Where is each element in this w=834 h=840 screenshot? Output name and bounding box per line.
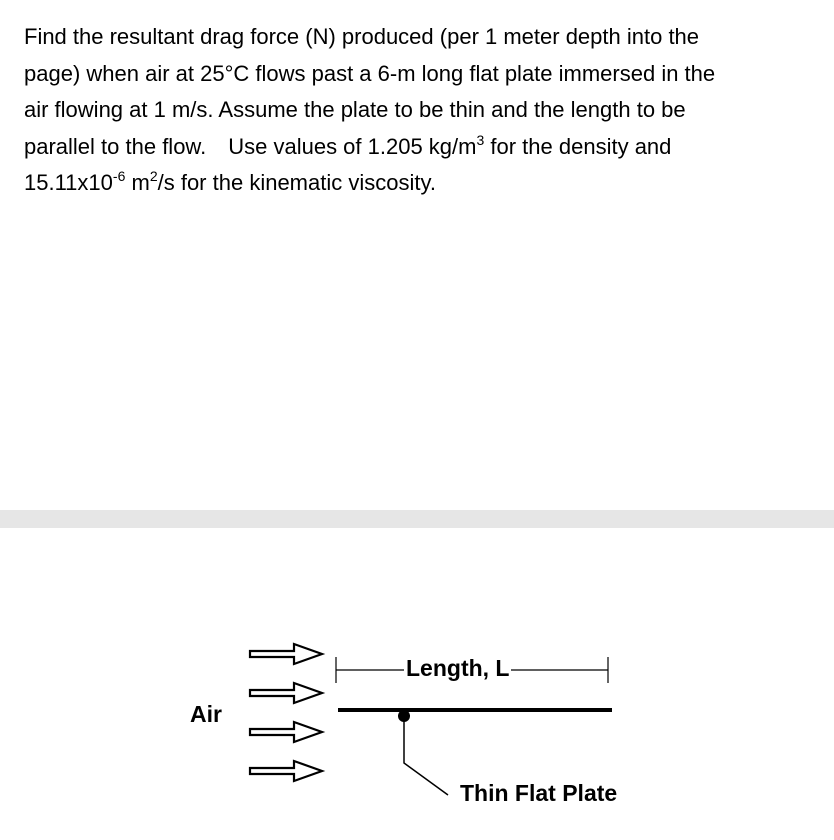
area-exponent: 2 bbox=[149, 168, 158, 184]
leader-line bbox=[404, 716, 448, 795]
airflow-arrow-icon bbox=[250, 761, 322, 781]
problem-statement bbox=[24, 19, 814, 202]
length-label: Length, L bbox=[406, 655, 510, 681]
flat-plate-diagram bbox=[0, 528, 834, 840]
problem-line-5c: /s for the kinematic viscosity. bbox=[157, 170, 436, 195]
problem-line-5a: 15.11x10 bbox=[24, 170, 113, 195]
plate-label: Thin Flat Plate bbox=[460, 780, 618, 806]
problem-line-4c: for the density and bbox=[484, 133, 672, 159]
viscosity-exponent: -6 bbox=[112, 168, 126, 184]
problem-line-3: air flowing at 1 m/s. Assume the plate to be thin and the length to be bbox=[24, 97, 686, 122]
airflow-arrow-icon bbox=[250, 683, 322, 703]
airflow-arrow-icon bbox=[250, 722, 322, 742]
airflow-arrow-icon bbox=[250, 644, 322, 664]
problem-line-1: Find the resultant drag force (N) produced (per 1 meter depth into the bbox=[24, 24, 700, 49]
problem-line-4b: Use values of 1.205 kg/m bbox=[228, 133, 477, 159]
problem-line-5b: m bbox=[125, 170, 150, 195]
airflow-arrows bbox=[250, 644, 322, 781]
density-exponent: 3 bbox=[476, 131, 485, 148]
problem-line-4a: parallel to the flow. bbox=[24, 133, 207, 159]
problem-line-2: page) when air at 25°C flows past a 6-m long flat plate immersed in the bbox=[24, 60, 716, 86]
diagram-drawing bbox=[0, 528, 834, 840]
section-divider bbox=[0, 510, 834, 528]
air-label: Air bbox=[190, 701, 222, 727]
